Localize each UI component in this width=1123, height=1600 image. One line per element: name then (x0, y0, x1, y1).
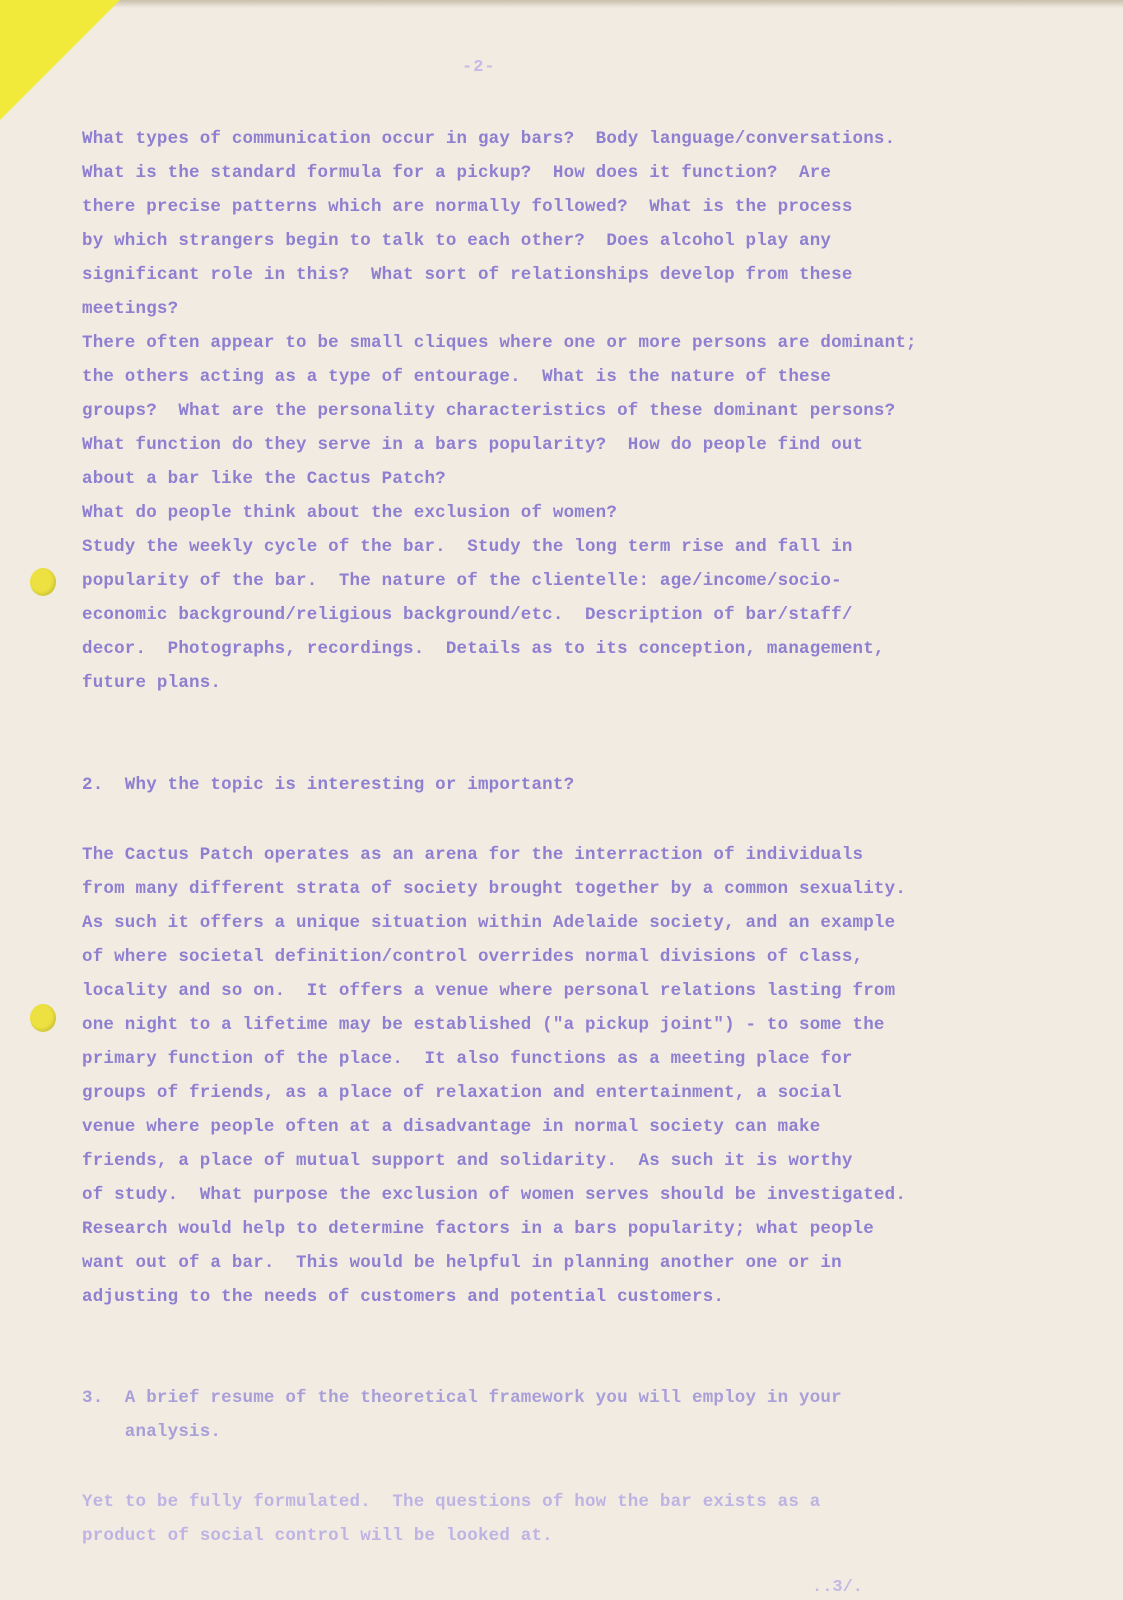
text-line: What function do they serve in a bars popularity? How do people find out (82, 435, 864, 455)
text-line: The Cactus Patch operates as an arena for the interraction of individuals (82, 845, 864, 865)
yellow-paper-corner (0, 0, 120, 120)
punch-hole-bottom (30, 1004, 56, 1032)
text-line: of where societal definition/control overrides normal divisions of class, (82, 947, 864, 967)
punch-hole-top (30, 568, 56, 596)
text-line: there precise patterns which are normally followed? What is the process (82, 197, 853, 217)
text-line: meetings? (82, 299, 179, 319)
text-line: significant role in this? What sort of relationships develop from these (82, 265, 853, 285)
text-line: Research would help to determine factors in a bars popularity; what people (82, 1219, 874, 1239)
text-line: economic background/religious background/etc. Description of bar/staff/ (82, 605, 853, 625)
paper-edge (0, 0, 1123, 8)
section-heading-3: 3. A brief resume of the theoretical framework you will employ in your (82, 1388, 842, 1408)
text-line: primary function of the place. It also functions as a meeting place for (82, 1049, 853, 1069)
text-line: future plans. (82, 673, 222, 693)
text-line: decor. Photographs, recordings. Details as to its conception, management, (82, 639, 885, 659)
text-line: of study. What purpose the exclusion of women serves should be investigated. (82, 1185, 907, 1205)
text-line: There often appear to be small cliques where one or more persons are dominant; (82, 333, 917, 353)
continuation-marker: ..3/. (812, 1578, 864, 1597)
text-line: adjusting to the needs of customers and potential customers. (82, 1287, 725, 1307)
text-line: What is the standard formula for a pickup? How does it function? Are (82, 163, 832, 183)
text-line: product of social control will be looked at. (82, 1526, 553, 1546)
text-line: groups? What are the personality characteristics of these dominant persons? (82, 401, 896, 421)
text-line: by which strangers begin to talk to each other? Does alcohol play any (82, 231, 832, 251)
text-line: locality and so on. It offers a venue where personal relations lasting from (82, 981, 896, 1001)
text-line: one night to a lifetime may be established ("a pickup joint") - to some the (82, 1015, 885, 1035)
text-line: want out of a bar. This would be helpful in planning another one or in (82, 1253, 842, 1273)
text-line: Yet to be fully formulated. The questions of how the bar exists as a (82, 1492, 821, 1512)
text-line: about a bar like the Cactus Patch? (82, 469, 446, 489)
text-line: venue where people often at a disadvantage in normal society can make (82, 1117, 821, 1137)
text-line: What do people think about the exclusion of women? (82, 503, 618, 523)
page-number: -2- (462, 58, 496, 77)
section-heading-2: 2. Why the topic is interesting or important? (82, 775, 575, 795)
text-line: What types of communication occur in gay bars? Body language/conversations. (82, 129, 896, 149)
text-line: As such it offers a unique situation within Adelaide society, and an example (82, 913, 896, 933)
text-line: from many different strata of society brought together by a common sexuality. (82, 879, 907, 899)
text-line: Study the weekly cycle of the bar. Study the long term rise and fall in (82, 537, 853, 557)
text-line: popularity of the bar. The nature of the clientelle: age/income/socio- (82, 571, 842, 591)
text-line: the others acting as a type of entourage. What is the nature of these (82, 367, 832, 387)
text-line: groups of friends, as a place of relaxation and entertainment, a social (82, 1083, 842, 1103)
text-line: friends, a place of mutual support and solidarity. As such it is worthy (82, 1151, 853, 1171)
section-heading-3-cont: analysis. (82, 1422, 222, 1442)
